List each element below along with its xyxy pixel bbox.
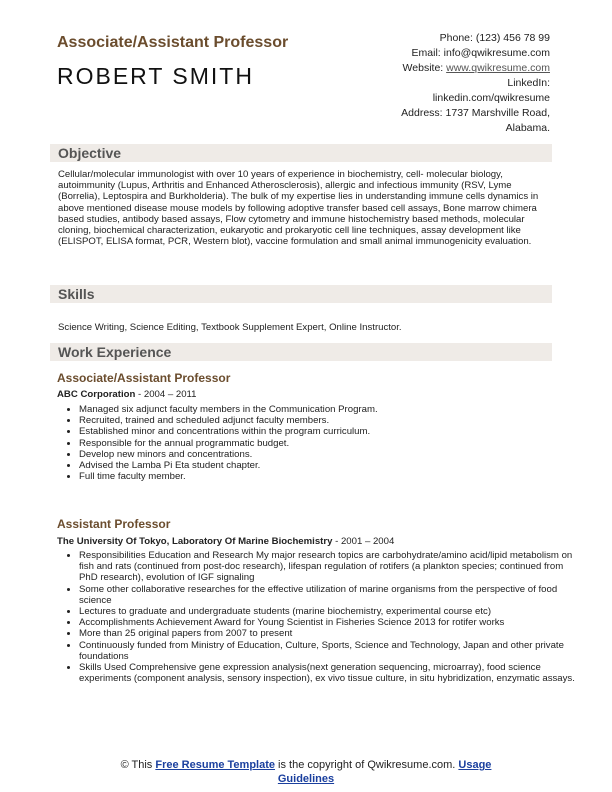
job-bullet: • Some other collaborative researches for the effective utilization of marine organisms from the perspective of food science	[79, 584, 579, 606]
email-line	[310, 46, 550, 61]
resume-job-title: Associate/Assistant Professor	[57, 34, 289, 51]
job-bullet: • Managed six adjunct faculty members in the Communication Program.	[79, 404, 579, 415]
job-title: Associate/Assistant Professor	[57, 371, 231, 385]
job-company: ABC Corporation	[57, 389, 136, 400]
job-dates: - 2004 – 2011	[135, 389, 197, 400]
job-bullet: • Advised the Lamba Pi Eta student chapter.	[79, 460, 579, 471]
job-dates: - 2001 – 2004	[332, 536, 395, 547]
skills-text: Science Writing, Science Editing, Textbook Supplement Expert, Online Instructor.	[58, 322, 402, 333]
phone-value: (123) 456 78 99	[475, 32, 550, 44]
job-bullet: • Accomplishments Achievement Award for Young Scientist in Fisheries Science 2013 for rotifer works	[79, 617, 579, 628]
address-label: Address:	[401, 107, 443, 119]
skills-section-header	[50, 285, 552, 303]
footer-middle: is the copyright of Qwikresume.com.	[275, 759, 459, 771]
objective-section-header	[50, 144, 552, 162]
job-bullet: • Skills Used Comprehensive gene expression analysis(next generation sequencing, microarray), food science experiments (component analysis, sensory inspection), ex vivo tissue culture, in situ hybridization, enzymatic assays.	[79, 662, 579, 684]
address-line-2: Alabama.	[505, 122, 550, 134]
job-bullet: • Established minor and concentrations within the program curriculum.	[79, 426, 579, 437]
job-bullet: • Full time faculty member.	[79, 471, 579, 482]
job-company: The University Of Tokyo, Laboratory Of Marine Biochemistry	[57, 536, 333, 547]
job-bullet: • Recruited, trained and scheduled adjunct faculty members.	[79, 415, 579, 426]
job-company-line	[57, 536, 394, 547]
candidate-name: ROBERT SMITH	[57, 63, 254, 89]
job-bullet: • More than 25 original papers from 2007 to present	[79, 628, 579, 639]
address-value: 1737 Marshville Road,	[445, 107, 550, 119]
job-company-line	[57, 389, 197, 400]
skills-heading: Skills	[58, 286, 95, 302]
work-heading: Work Experience	[58, 344, 172, 360]
website-line	[310, 61, 550, 76]
job-bullet: • Responsibilities Education and Research My major research topics are carbohydrate/amino acid/lipid metabolism on fish and rats (continued from post-doc research), lifespan regulation of rotifers (a plankton species; continued from PhD research), evolution of IGF signaling	[79, 550, 579, 584]
address-line	[310, 106, 550, 121]
linkedin-value: linkedin.com/qwikresume	[432, 92, 550, 104]
phone-label: Phone:	[439, 32, 473, 44]
objective-text: Cellular/molecular immunologist with over 10 years of experience in biochemistry, cell- molecular biology, autoimmunity (Lupus, Arthritis and Enhanced Atherosclerosis), allergic and infectious immunity (RSV, Lyme (Borrelia), Leptospira and Burkholderia). The bulk of my expertise lies in understanding immune cells dynamics in above mentioned disease mouse models by following adoptive transfer based cell assays, Bone marrow chimera based studies, antibody based assays, Flow cytometry and immune histochemistry based methods, molecular cloning, biochemical characterization, eukaryotic and prokaryotic cell line techniques, assay development like (ELISPOT, ELISA format, PCR, Western blot), vaccine formulation and small animal immunogenicity evaluation.	[58, 169, 539, 248]
usage-link[interactable]: Usage	[458, 759, 492, 771]
footer-prefix: © This	[120, 759, 156, 771]
job-bullets	[57, 404, 579, 482]
job-bullet: • Responsible for the annual programmatic budget.	[79, 438, 579, 449]
job-bullets	[57, 550, 579, 684]
free-resume-template-link[interactable]: Free Resume Template	[155, 759, 275, 771]
job-bullet: • Develop new minors and concentrations.	[79, 449, 579, 460]
email-label: Email:	[411, 47, 441, 59]
linkedin-label: LinkedIn:	[507, 77, 550, 89]
job-title: Assistant Professor	[57, 517, 171, 531]
copyright-footer	[0, 758, 612, 786]
website-label: Website:	[402, 62, 444, 74]
email-value: info@qwikresume.com	[443, 47, 550, 59]
contact-block	[310, 31, 550, 136]
phone-line	[310, 31, 550, 46]
job-bullet: • Continuously funded from Ministry of Education, Culture, Sports, Science and Technology, Japan and other private foundations	[79, 640, 579, 662]
work-section-header	[50, 343, 552, 361]
guidelines-link[interactable]: Guidelines	[277, 773, 335, 785]
job-bullet: • Lectures to graduate and undergraduate students (marine biochemistry, experimental course etc)	[79, 606, 579, 617]
objective-heading: Objective	[58, 145, 122, 161]
website-link[interactable]: www.qwikresume.com	[446, 62, 550, 74]
